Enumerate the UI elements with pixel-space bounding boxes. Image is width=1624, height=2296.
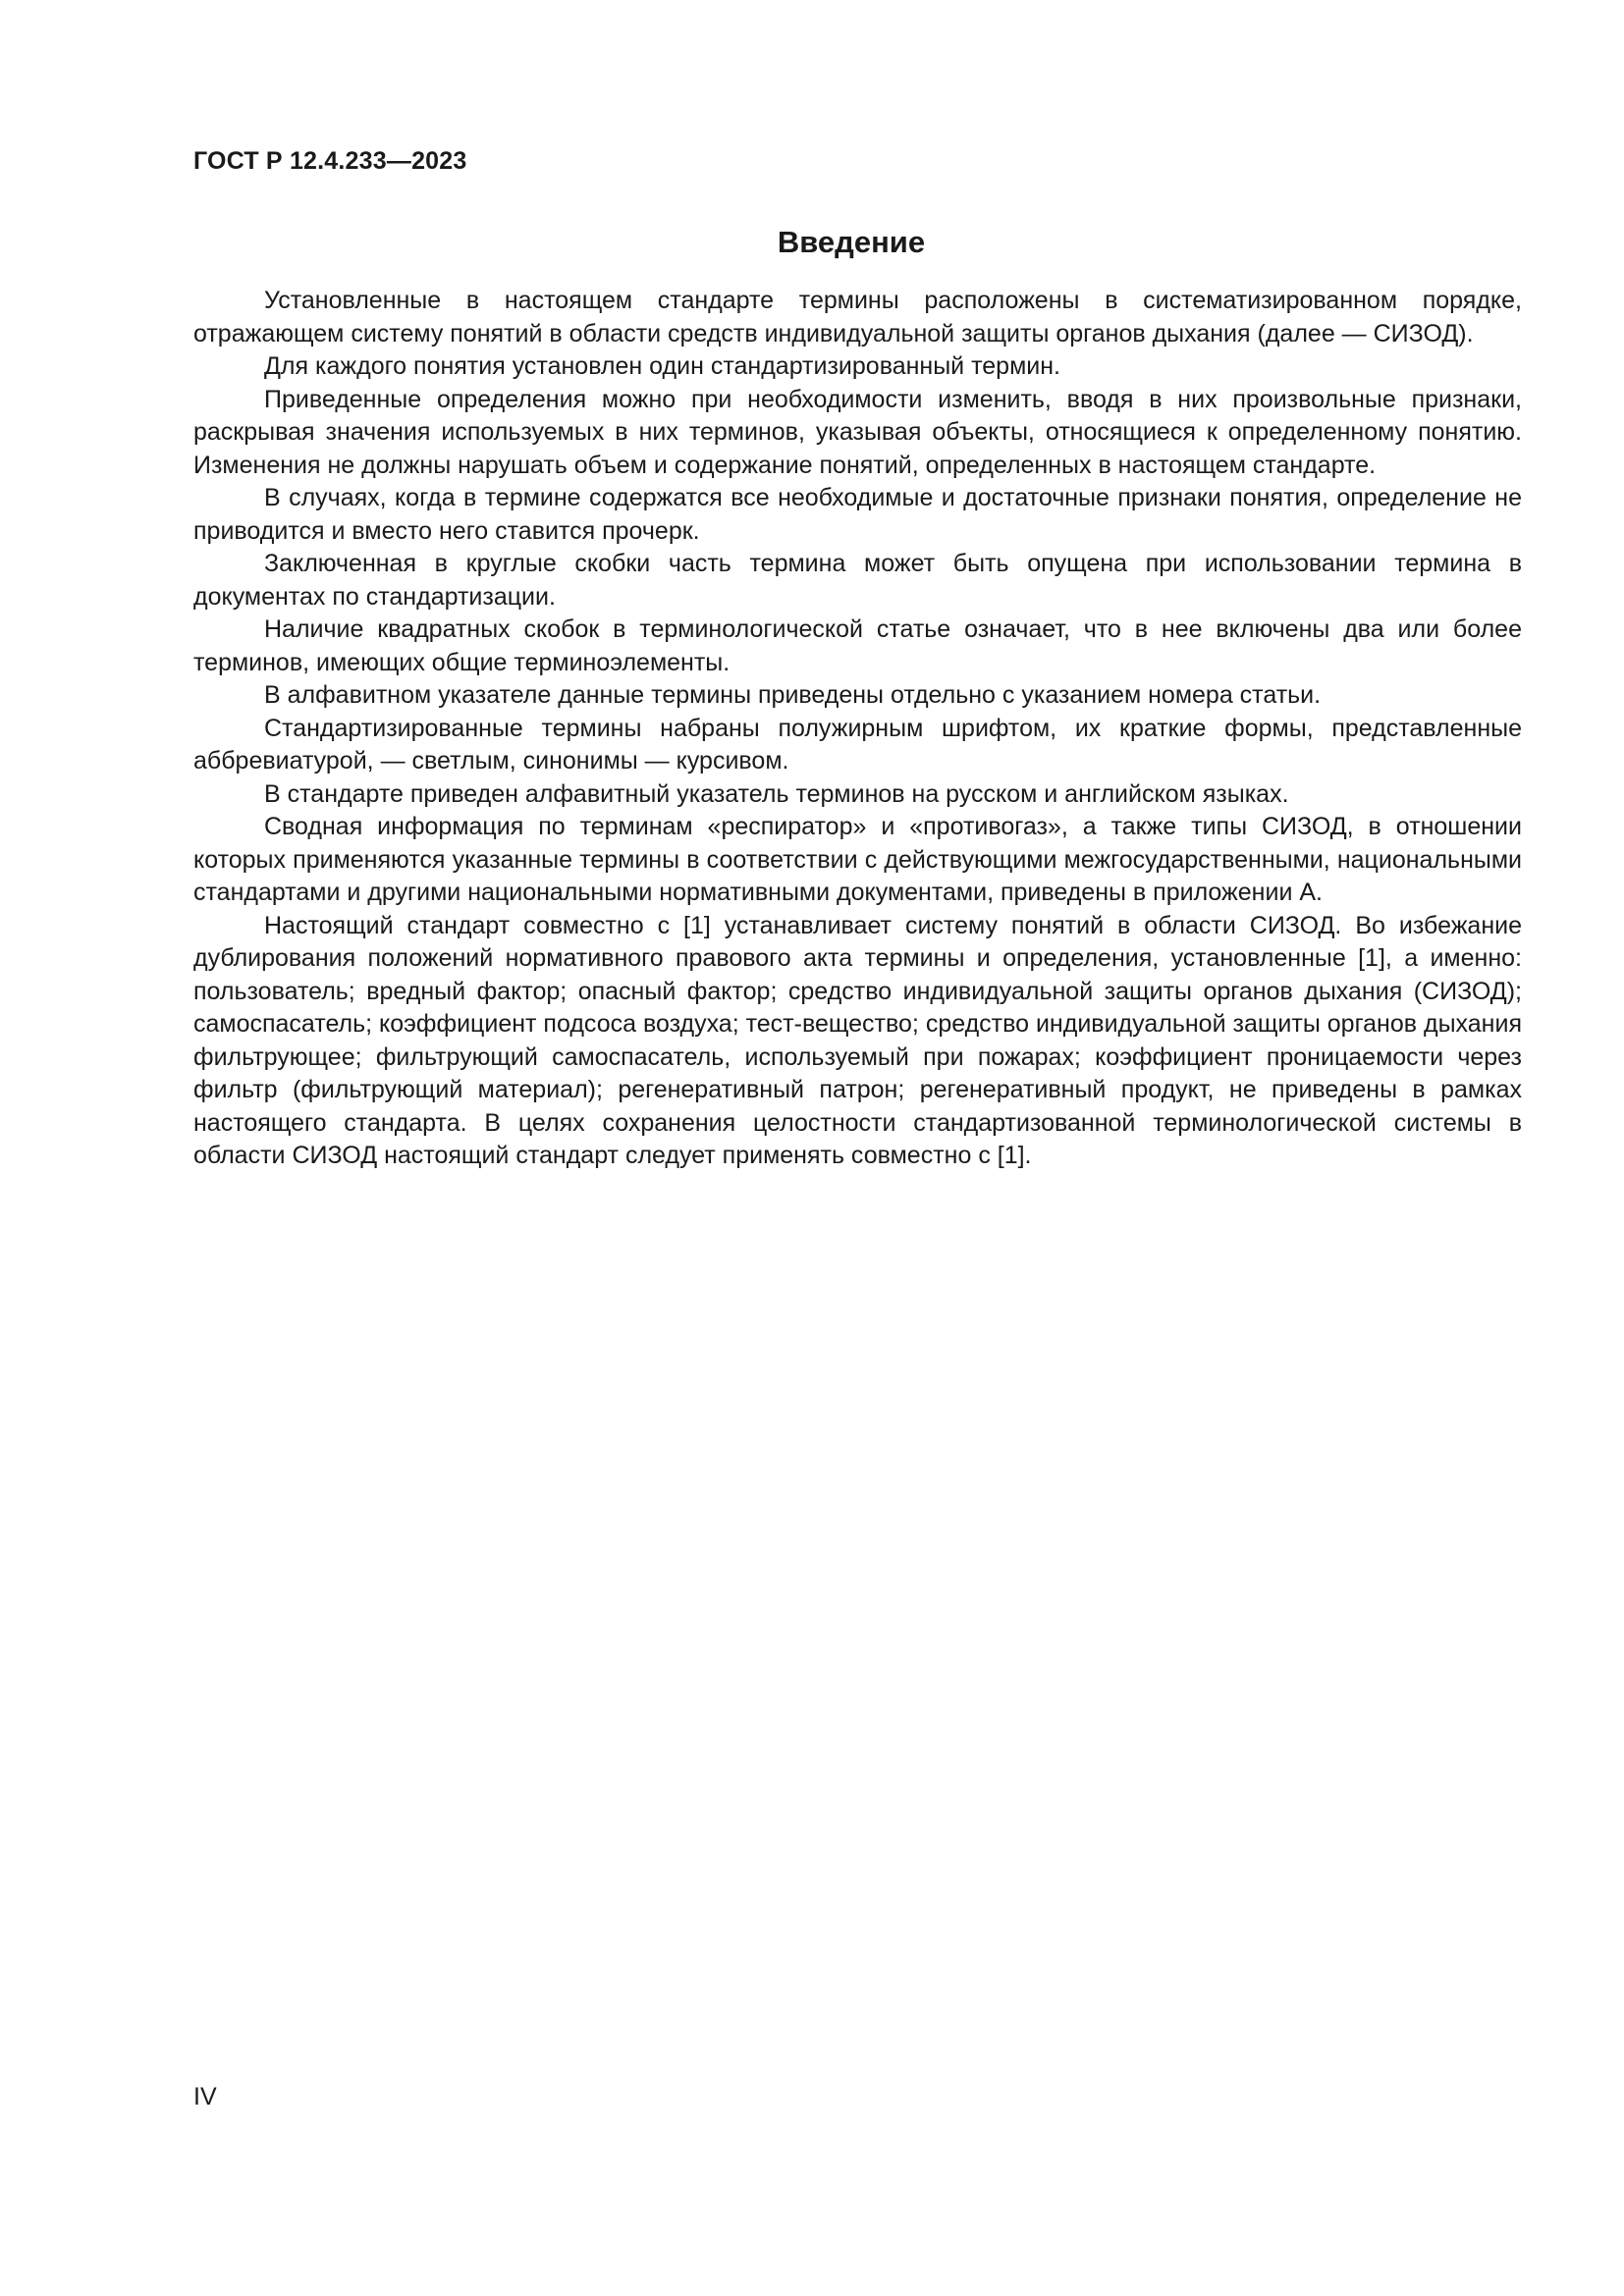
paragraph: Настоящий стандарт совместно с [1] устанавливает систему понятий в области СИЗОД. Во избежание дублирования положений нормативного правового акта термины и определения, установленные [1], а именно: пользователь; вредный фактор; опасный фактор; средство индивидуальной защиты органов дыхания (СИЗОД); самоспасатель; коэффициент подсоса воздуха; тест-вещество; средство индивидуальной защиты органов дыхания фильтрующее; фильтрующий самоспасатель, используемый при пожарах; коэффициент проницаемости через фильтр (фильтрующий материал); регенеративный патрон; регенеративный продукт, не приведены в рамках настоящего стандарта. В целях сохранения целостности стандартизованной терминологической системы в области СИЗОД настоящий стандарт следует применять совместно с [1]. [193, 911, 1522, 1169]
introduction-body [193, 285, 1522, 1173]
paragraph: Для каждого понятия установлен один стандартизированный термин. [264, 352, 1060, 380]
paragraph: Установленные в настоящем стандарте термины расположены в систематизированном порядке, отражающем систему понятий в области средств индивидуальной защиты органов дыхания (далее — СИЗОД). [193, 287, 1522, 347]
section-title: Введение [777, 225, 926, 259]
paragraph: В стандарте приведен алфавитный указатель терминов на русском и английском языках. [264, 779, 1289, 808]
paragraph: Стандартизированные термины набраны полужирным шрифтом, их краткие формы, представленные аббревиатурой, — светлым, синонимы — курсивом. [193, 714, 1522, 774]
standard-code-header: ГОСТ Р 12.4.233—2023 [193, 147, 467, 175]
paragraph: Наличие квадратных скобок в терминологической статье означает, что в нее включены два или более терминов, имеющих общие терминоэлементы. [193, 615, 1522, 676]
paragraph: Сводная информация по терминам «респиратор» и «противогаз», а также типы СИЗОД, в отношении которых применяются указанные термины в соответствии с действующими межгосударственными, национальными стандартами и другими национальными нормативными документами, приведены в приложении А. [193, 813, 1522, 906]
page-number: IV [193, 2083, 217, 2110]
paragraph: Заключенная в круглые скобки часть термина может быть опущена при использовании термина в документах по стандартизации. [193, 550, 1522, 611]
paragraph: В случаях, когда в термине содержатся все необходимые и достаточные признаки понятия, определение не приводится и вместо него ставится прочерк. [193, 484, 1522, 545]
paragraph: Приведенные определения можно при необходимости изменить, вводя в них произвольные признаки, раскрывая значения используемых в них терминов, указывая объекты, относящиеся к определенному понятию. Изменения не должны нарушать объем и содержание понятий, определенных в настоящем стандарте. [193, 385, 1522, 479]
paragraph: В алфавитном указателе данные термины приведены отдельно с указанием номера статьи. [264, 681, 1322, 709]
